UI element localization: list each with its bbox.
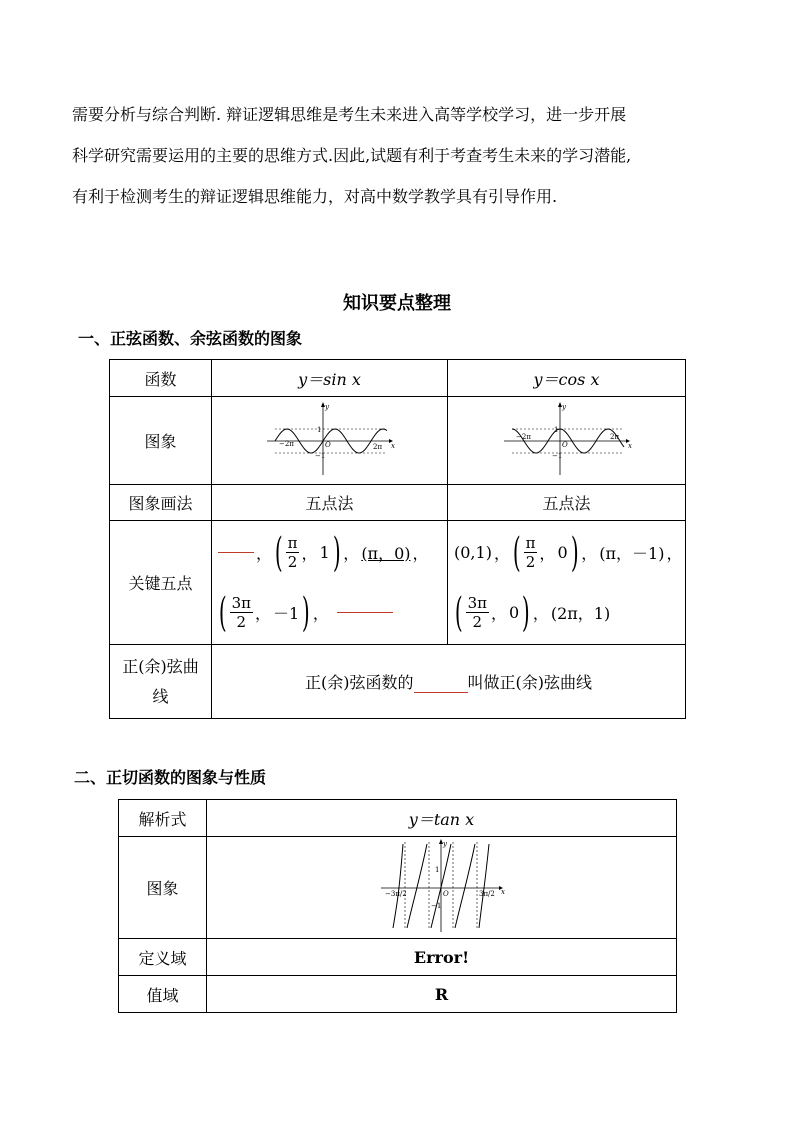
svg-text:−1: −1: [551, 452, 562, 460]
svg-text:2π: 2π: [372, 443, 382, 451]
section1-heading: 一、正弦函数、余弦函数的图象: [78, 329, 303, 348]
svg-text:y: y: [561, 403, 566, 411]
sin-point-4-y: －1: [273, 604, 300, 623]
tan-graph-cell: [207, 837, 677, 939]
svg-text:−2π: −2π: [515, 433, 531, 441]
tan-table: [118, 799, 677, 1013]
curve-definition: 正(余)弦函数的 叫做正(余)弦曲线: [212, 645, 686, 719]
svg-text:x: x: [390, 442, 395, 450]
cos-header: y＝cos x: [448, 360, 686, 397]
domain-value: Error!: [207, 939, 677, 976]
sin-cos-table: [109, 359, 686, 719]
sin-point-2-x: $\frac{\pi}{2}$: [287, 534, 298, 571]
range-value: R: [207, 976, 677, 1013]
cos-point-1: (0,1): [454, 543, 492, 562]
intro-line-2: 科学研究需要运用的主要的思维方式.因此,试题有利于考查考生未来的学习潜能,: [72, 146, 632, 165]
svg-text:1: 1: [553, 426, 558, 434]
range-label: 值域: [119, 976, 207, 1013]
cos-point-4-y: 0: [509, 603, 520, 622]
svg-text:O: O: [324, 441, 331, 449]
tan-expr: y＝tan x: [207, 800, 677, 837]
cos-point-3: (π，－1): [599, 544, 665, 563]
tan-graph-label: 图象: [119, 837, 207, 939]
cos-method: 五点法: [448, 485, 686, 521]
cos-point-4-x: $\frac{3\pi}{2}$: [467, 594, 488, 631]
domain-label: 定义域: [119, 939, 207, 976]
col-function-header: 函数: [110, 360, 212, 397]
sin-graph: [265, 401, 395, 476]
page-title: 知识要点整理: [343, 293, 451, 314]
sin-point-3: (π，0): [361, 544, 411, 563]
svg-text:y: y: [324, 403, 329, 411]
sin-method: 五点法: [212, 485, 448, 521]
intro-line-1: 需要分析与综合判断. 辩证逻辑思维是考生未来进入高等学校学习，进一步开展: [72, 105, 627, 124]
svg-text:−2π: −2π: [278, 440, 294, 448]
svg-text:−1: −1: [430, 901, 441, 910]
svg-text:x: x: [500, 887, 505, 896]
section2-heading: 二、正切函数的图象与性质: [74, 768, 267, 787]
cos-point-2-x: $\frac{\pi}{2}$: [525, 534, 536, 571]
tan-graph: [379, 838, 505, 934]
svg-text:y: y: [442, 839, 447, 848]
cos-graph: [502, 401, 632, 476]
row-keypoints-label: 关键五点: [110, 521, 212, 645]
sin-point-5-blank: [337, 612, 393, 613]
svg-text:−3π/2: −3π/2: [384, 889, 407, 898]
cos-point-5: (2π，1): [550, 604, 611, 623]
sin-keypoints: ， ( $\frac{\pi}{2}$ ， 1 ) ， (π，0) ， ( $\frac{3\pi}{2}$ ， －1 ) ，: [212, 521, 448, 645]
sin-point-2-y: 1: [319, 543, 330, 562]
svg-text:1: 1: [316, 426, 321, 434]
row-graph-label: 图象: [110, 397, 212, 485]
cos-keypoints: (0,1) ， ( $\frac{\pi}{2}$ ， 0 ) ， (π，－1) ， ( $\frac{3\pi}{2}$ ， 0 ) ， (2π，1): [448, 521, 686, 645]
row-curve-label: 正(余)弦曲 线: [110, 645, 212, 719]
col-expr-label: 解析式: [119, 800, 207, 837]
sin-header: y＝sin x: [212, 360, 448, 397]
sin-graph-cell: [212, 397, 448, 485]
svg-text:3π/2: 3π/2: [478, 889, 495, 898]
cos-point-2-y: 0: [557, 543, 568, 562]
sin-point-1-blank: [218, 552, 254, 553]
svg-text:O: O: [442, 889, 449, 898]
intro-paragraph: [72, 94, 732, 217]
sin-point-4-x: $\frac{3\pi}{2}$: [231, 594, 252, 631]
cos-graph-cell: [448, 397, 686, 485]
svg-text:x: x: [627, 442, 632, 450]
row-method-label: 图象画法: [110, 485, 212, 521]
svg-text:1: 1: [434, 865, 439, 874]
svg-text:O: O: [561, 441, 568, 449]
svg-text:−1: −1: [314, 452, 325, 460]
svg-text:2π: 2π: [609, 433, 619, 441]
intro-line-3: 有利于检测考生的辩证逻辑思维能力，对高中数学教学具有引导作用.: [72, 187, 558, 206]
